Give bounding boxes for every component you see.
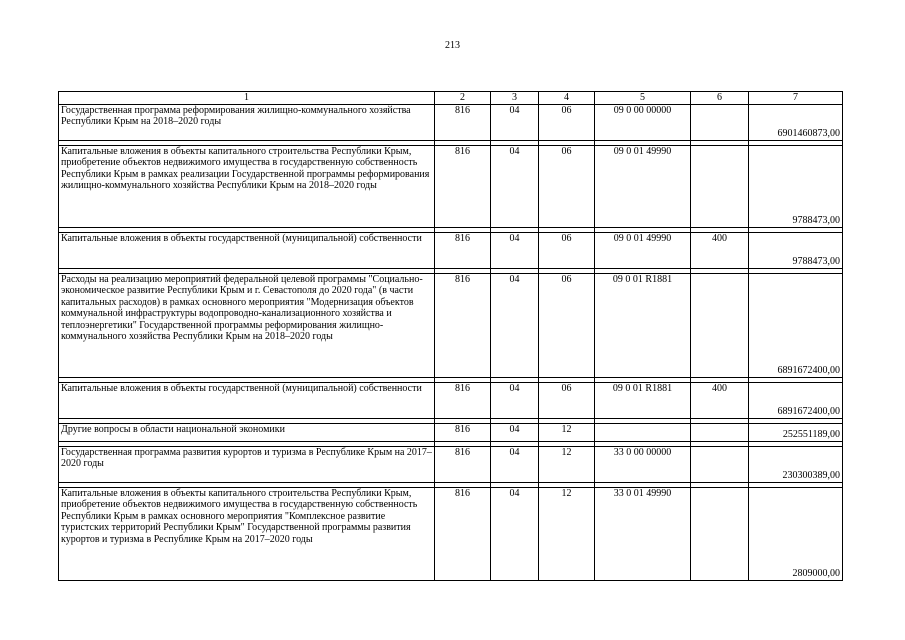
header-cell: 5 bbox=[595, 92, 691, 105]
row-sum-cell: 9788473,00 bbox=[749, 145, 843, 227]
row-name-cell: Государственная программа реформирования жилищно-коммунального хозяйства Республики Крым на 2018–2020 годы bbox=[59, 104, 435, 140]
row-sum-cell: 230300389,00 bbox=[749, 446, 843, 482]
row-sum-cell: 9788473,00 bbox=[749, 232, 843, 268]
table-row bbox=[59, 273, 843, 377]
row-csr-cell: 09 0 01 49990 bbox=[595, 145, 691, 227]
row-pr-cell: 12 bbox=[539, 446, 595, 482]
row-grbs-cell: 816 bbox=[435, 487, 491, 580]
row-grbs-cell: 816 bbox=[435, 446, 491, 482]
row-name-cell: Другие вопросы в области национальной экономики bbox=[59, 423, 435, 441]
budget-table bbox=[58, 91, 843, 581]
row-vr-cell bbox=[691, 273, 749, 377]
row-grbs-cell: 816 bbox=[435, 382, 491, 418]
row-csr-cell: 33 0 00 00000 bbox=[595, 446, 691, 482]
row-name-cell: Капитальные вложения в объекты капитального строительства Республики Крым, приобретение объектов недвижимого имущества в государственную собственность Республики Крым в рамках реализации Государственной программы реформирования жилищно-коммунального хозяйства Республики Крым на 2018–2020 годы bbox=[59, 145, 435, 227]
row-pr-cell: 12 bbox=[539, 487, 595, 580]
row-grbs-cell: 816 bbox=[435, 232, 491, 268]
row-sum-cell: 6901460873,00 bbox=[749, 104, 843, 140]
table-row bbox=[59, 487, 843, 580]
row-csr-cell: 09 0 01 R1881 bbox=[595, 273, 691, 377]
row-csr-cell: 09 0 01 R1881 bbox=[595, 382, 691, 418]
row-name-cell: Расходы на реализацию мероприятий федеральной целевой программы "Социально-экономическое развитие Республики Крым и г. Севастополя до 2020 года" (в части капитальных расходов) в рамках основного мероприятия "Модернизация объектов коммунальной инфраструктуры водопроводно-канализационного хозяйства и теплоэнергетики" Государственной программы реформирования жилищно-коммунального хозяйства Республики Крым на 2018–2020 годы bbox=[59, 273, 435, 377]
row-vr-cell bbox=[691, 487, 749, 580]
header-cell: 6 bbox=[691, 92, 749, 105]
row-rz-cell: 04 bbox=[491, 423, 539, 441]
row-name-cell: Капитальные вложения в объекты государственной (муниципальной) собственности bbox=[59, 232, 435, 268]
row-csr-cell: 09 0 00 00000 bbox=[595, 104, 691, 140]
header-cell: 3 bbox=[491, 92, 539, 105]
row-vr-cell: 400 bbox=[691, 382, 749, 418]
row-name-cell: Капитальные вложения в объекты капитального строительства Республики Крым, приобретение объектов недвижимого имущества в государственную собственность Республики Крым в рамках основного мероприятия "Комплексное развитие туристских территорий Республики Крым" Государственной программы развития курортов и туризма в Республике Крым на 2017–2020 годы bbox=[59, 487, 435, 580]
row-pr-cell: 06 bbox=[539, 382, 595, 418]
table-row bbox=[59, 104, 843, 140]
table-row bbox=[59, 446, 843, 482]
table-row bbox=[59, 382, 843, 418]
row-vr-cell bbox=[691, 423, 749, 441]
row-pr-cell: 12 bbox=[539, 423, 595, 441]
row-vr-cell bbox=[691, 145, 749, 227]
header-cell: 2 bbox=[435, 92, 491, 105]
table-row bbox=[59, 232, 843, 268]
row-csr-cell: 09 0 01 49990 bbox=[595, 232, 691, 268]
row-name-cell: Государственная программа развития курортов и туризма в Республике Крым на 2017–2020 годы bbox=[59, 446, 435, 482]
table-row bbox=[59, 145, 843, 227]
row-grbs-cell: 816 bbox=[435, 423, 491, 441]
row-grbs-cell: 816 bbox=[435, 273, 491, 377]
row-pr-cell: 06 bbox=[539, 273, 595, 377]
row-pr-cell: 06 bbox=[539, 104, 595, 140]
table-row bbox=[59, 423, 843, 441]
row-rz-cell: 04 bbox=[491, 382, 539, 418]
row-pr-cell: 06 bbox=[539, 145, 595, 227]
table-header-row bbox=[59, 92, 843, 105]
row-vr-cell: 400 bbox=[691, 232, 749, 268]
header-cell: 1 bbox=[59, 92, 435, 105]
row-rz-cell: 04 bbox=[491, 232, 539, 268]
row-vr-cell bbox=[691, 104, 749, 140]
row-sum-cell: 6891672400,00 bbox=[749, 382, 843, 418]
row-vr-cell bbox=[691, 446, 749, 482]
header-cell: 7 bbox=[749, 92, 843, 105]
row-rz-cell: 04 bbox=[491, 273, 539, 377]
header-cell: 4 bbox=[539, 92, 595, 105]
row-name-cell: Капитальные вложения в объекты государственной (муниципальной) собственности bbox=[59, 382, 435, 418]
row-grbs-cell: 816 bbox=[435, 104, 491, 140]
row-sum-cell: 252551189,00 bbox=[749, 423, 843, 441]
row-grbs-cell: 816 bbox=[435, 145, 491, 227]
row-rz-cell: 04 bbox=[491, 145, 539, 227]
row-sum-cell: 2809000,00 bbox=[749, 487, 843, 580]
row-csr-cell: 33 0 01 49990 bbox=[595, 487, 691, 580]
row-rz-cell: 04 bbox=[491, 487, 539, 580]
row-rz-cell: 04 bbox=[491, 104, 539, 140]
row-rz-cell: 04 bbox=[491, 446, 539, 482]
row-sum-cell: 6891672400,00 bbox=[749, 273, 843, 377]
page-number: 213 bbox=[445, 40, 460, 51]
row-csr-cell bbox=[595, 423, 691, 441]
row-pr-cell: 06 bbox=[539, 232, 595, 268]
